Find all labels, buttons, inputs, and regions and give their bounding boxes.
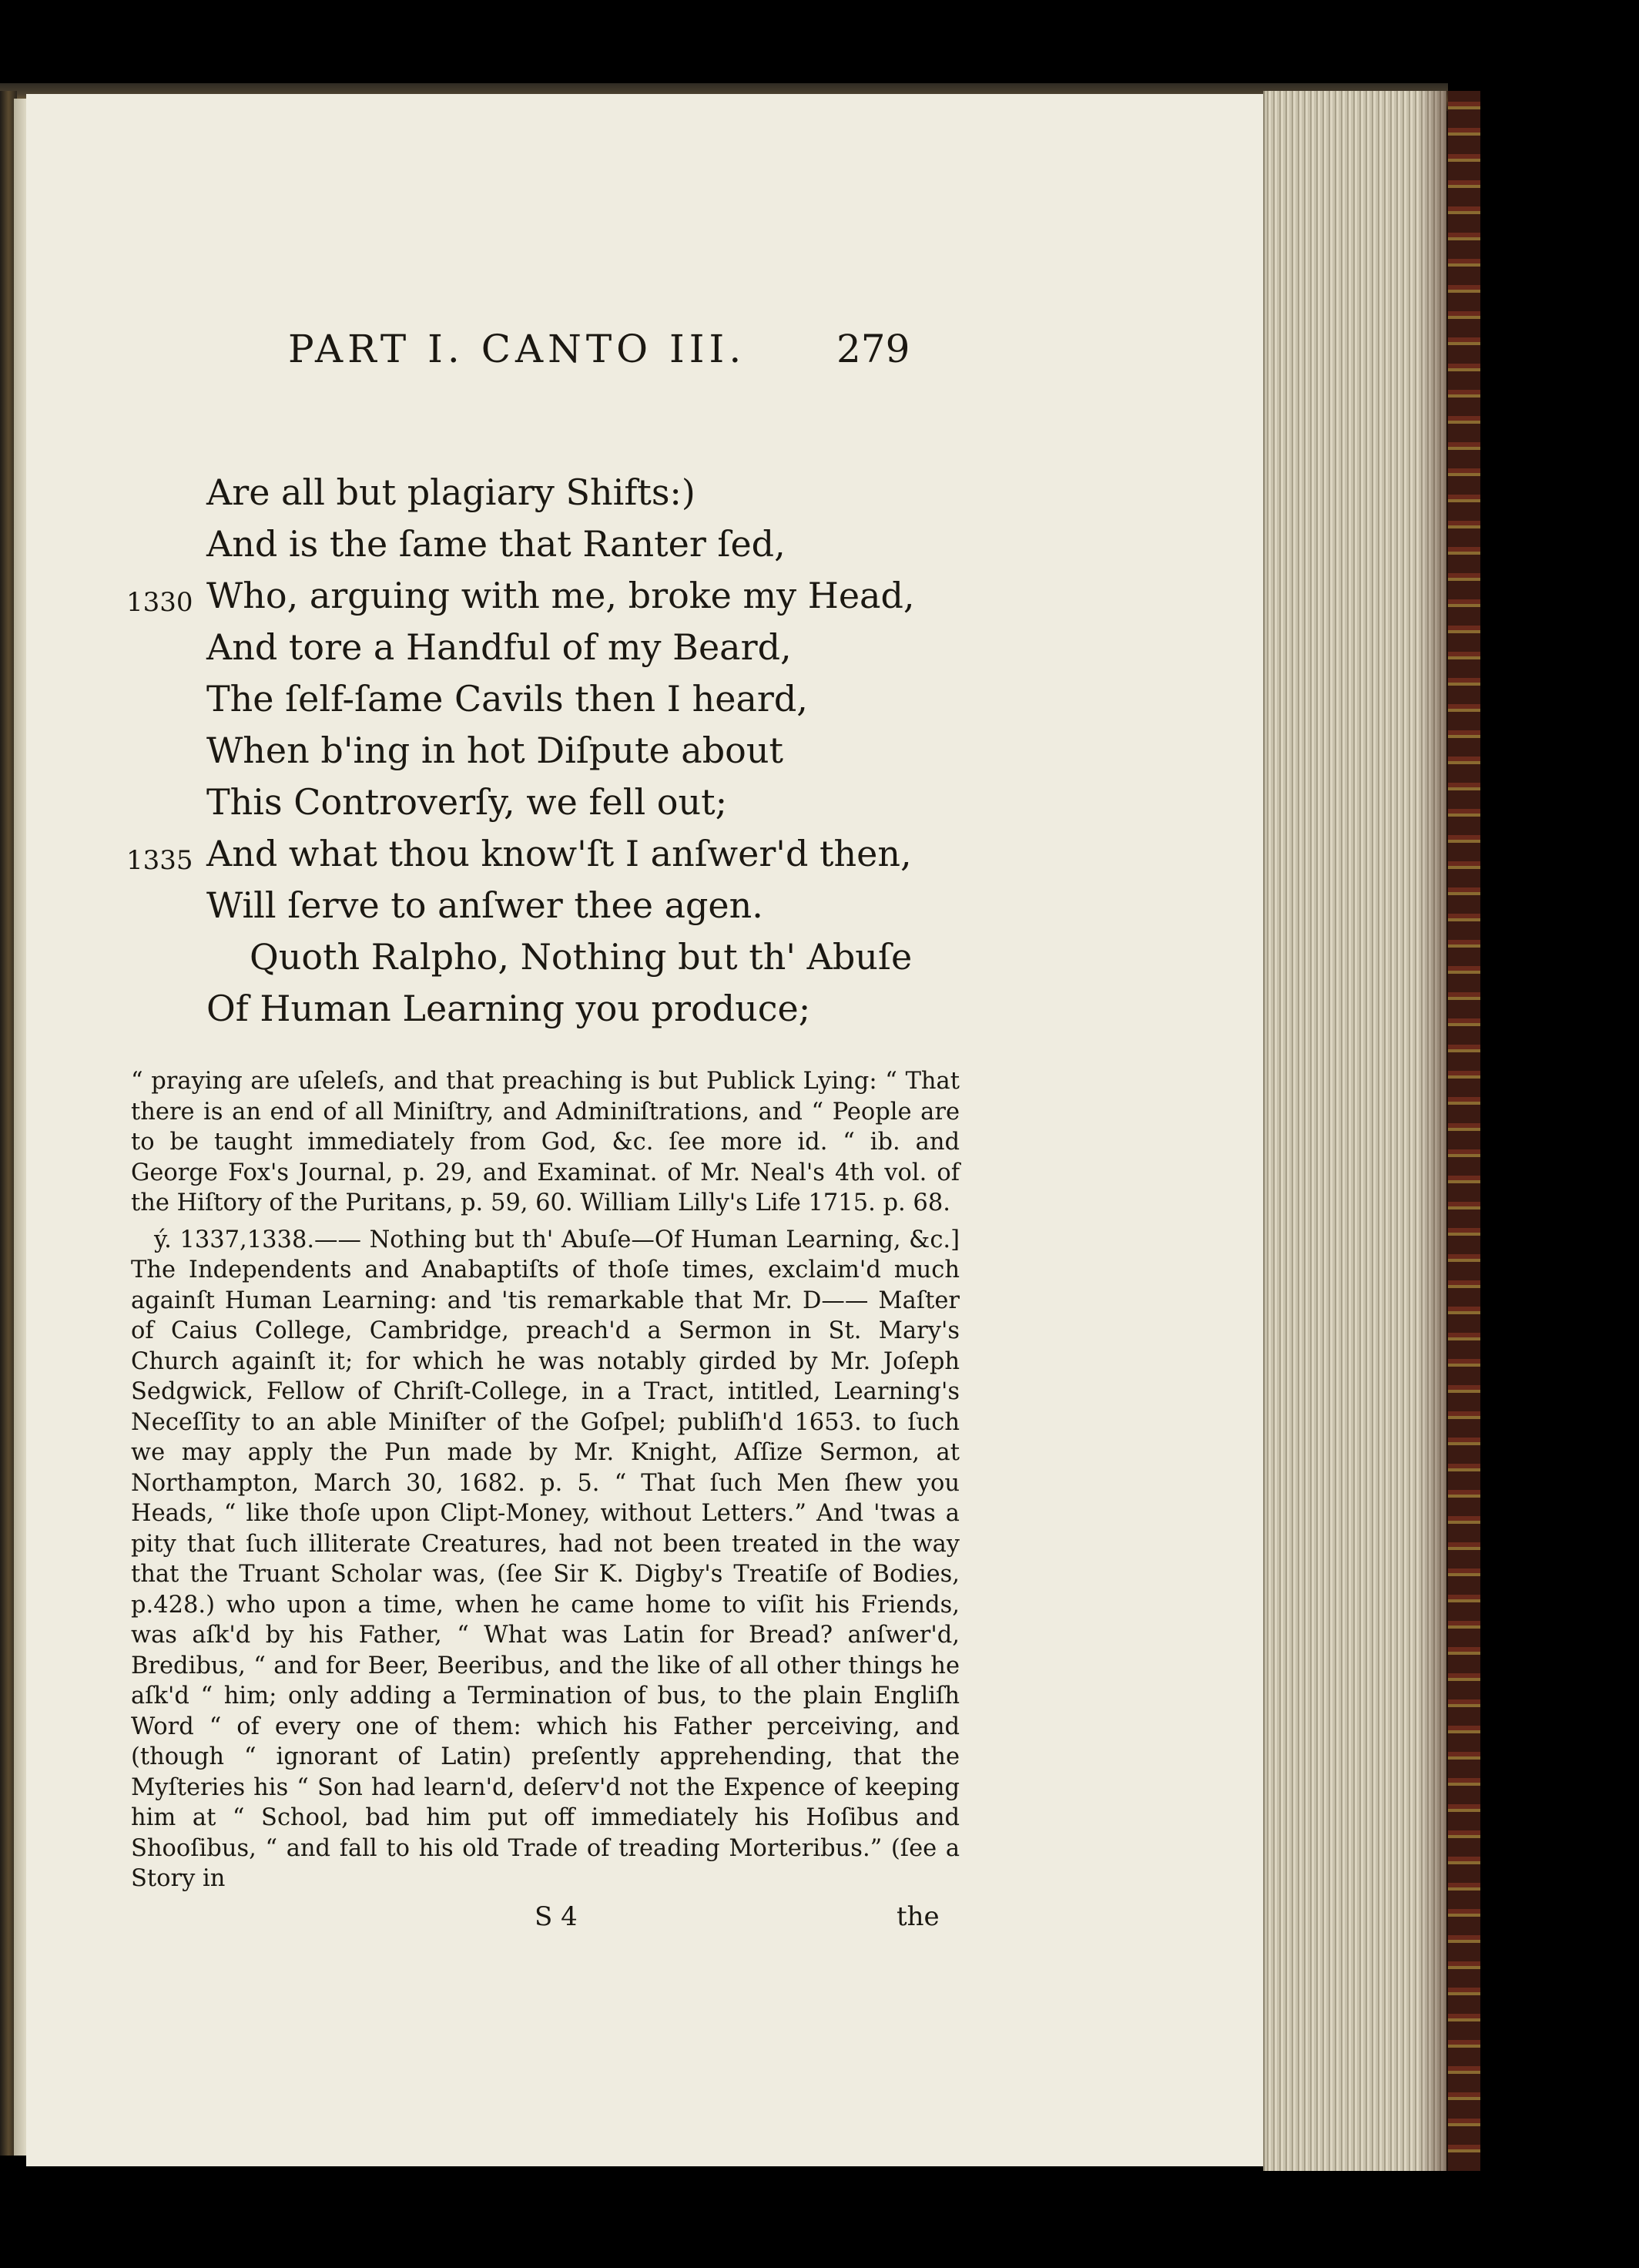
page-number: 279: [836, 327, 910, 371]
page-stack-shadow: [1417, 91, 1448, 2171]
book-page: [26, 94, 1268, 2166]
line-number: 1335: [126, 845, 193, 876]
book-cover-right: [1448, 91, 1480, 2171]
verse-text: When b'ing in hot Diſpute about: [206, 730, 783, 771]
verse-text: The ſelf-ſame Cavils then I heard,: [206, 678, 808, 720]
verse-text: Of Human Learning you produce;: [206, 988, 811, 1029]
footnote: ý. 1337,1338.—— Nothing but th' Abuſe—Of Human Learning, &c.] The Independents and Anabaptiſts of thoſe times, exclaim'd much againſt Human Learning: and 'tis remarkable that Mr. D—— Maſter of Caius College, Cambridge, preach'd a Sermon in St. Mary's Church againſt it; for which he was notably girded by Mr. Joſeph Sedgwick, Fellow of Chriſt-College, in a Tract, intitled, Learning's Neceſſity to an able Miniſter of the Goſpel; publiſh'd 1653. to ſuch we may apply the Pun made by Mr. Knight, Aſſize Sermon, at Northampton, March 30, 1682. p. 5. “ That ſuch Men ſhew you Heads, “ like thoſe upon Clipt-Money, without Letters.” And 'twas a pity that ſuch illiterate Creatures, had not been treated in the way that the Truant Scholar was, (ſee Sir K. Digby's Treatiſe of Bodies, p.428.) who upon a time, when he came home to viſit his Friends, was aſk'd by his Father, “ What was Latin for Bread? anſwer'd, Bredibus, “ and for Beer, Beeribus, and the like of all other things he aſk'd “ him; only adding a Termination of bus, to the plain Engliſh Word “ of every one of them: which his Father perceiving, and (though “ ignorant of Latin) preſently apprehending, that the Myſteries his “ Son had learn'd, deſerv'd not the Expence of keeping him at “ School, bad him put off immediately his Hoſibus and Shooſibus, “ and fall to his old Trade of treading Morteribus.” (ſee a Story in: [131, 1226, 960, 1892]
verse-text: Will ſerve to anſwer thee agen.: [206, 884, 763, 926]
verse-line: [26, 988, 1268, 1039]
verse-line: [26, 833, 1268, 884]
page-footer: [26, 1901, 1268, 1940]
catchword: the: [897, 1901, 940, 1932]
verse-text: And is the ſame that Ranter ſed,: [206, 523, 786, 565]
footnote-continuation: “ praying are uſeleſs, and that preaching is but Publick Lying: “ That there is an end of all Miniſtry, and Adminiſtrations, and “ People are to be taught immediately from God, &c. ſee more id. “ ib. and George Fox's Journal, p. 29, and Examinat. of Mr. Neal's 4th vol. of the Hiſtory of the Puritans, p. 59, 60. William Lilly's Life 1715. p. 68.: [131, 1068, 960, 1216]
verse-text: Quoth Ralpho, Nothing but th' Abuſe: [250, 936, 913, 978]
verse-line: [26, 523, 1268, 575]
footnotes: [131, 1066, 960, 1901]
running-head: PART I. CANTO III.: [288, 327, 746, 371]
verse-line: [26, 626, 1268, 678]
line-number: 1330: [126, 587, 193, 618]
verse-text: Who, arguing with me, broke my Head,: [206, 575, 915, 616]
verse-line: [26, 471, 1268, 523]
page-header: [26, 327, 1268, 396]
verse-line: [26, 575, 1268, 626]
verse-line: [26, 730, 1268, 781]
verse-text: And tore a Handful of my Beard,: [206, 626, 792, 668]
verse-text: This Controverſy, we fell out;: [206, 781, 728, 823]
verse-line: [26, 884, 1268, 936]
verse-line: [26, 781, 1268, 833]
verse-text: Are all but plagiary Shifts:): [206, 471, 695, 513]
verse-line: [26, 678, 1268, 730]
verse-block: [26, 471, 1268, 1039]
verse-line: [26, 936, 1268, 988]
signature-mark: S 4: [535, 1901, 578, 1932]
verse-text: And what thou know'ſt I anſwer'd then,: [206, 833, 912, 874]
